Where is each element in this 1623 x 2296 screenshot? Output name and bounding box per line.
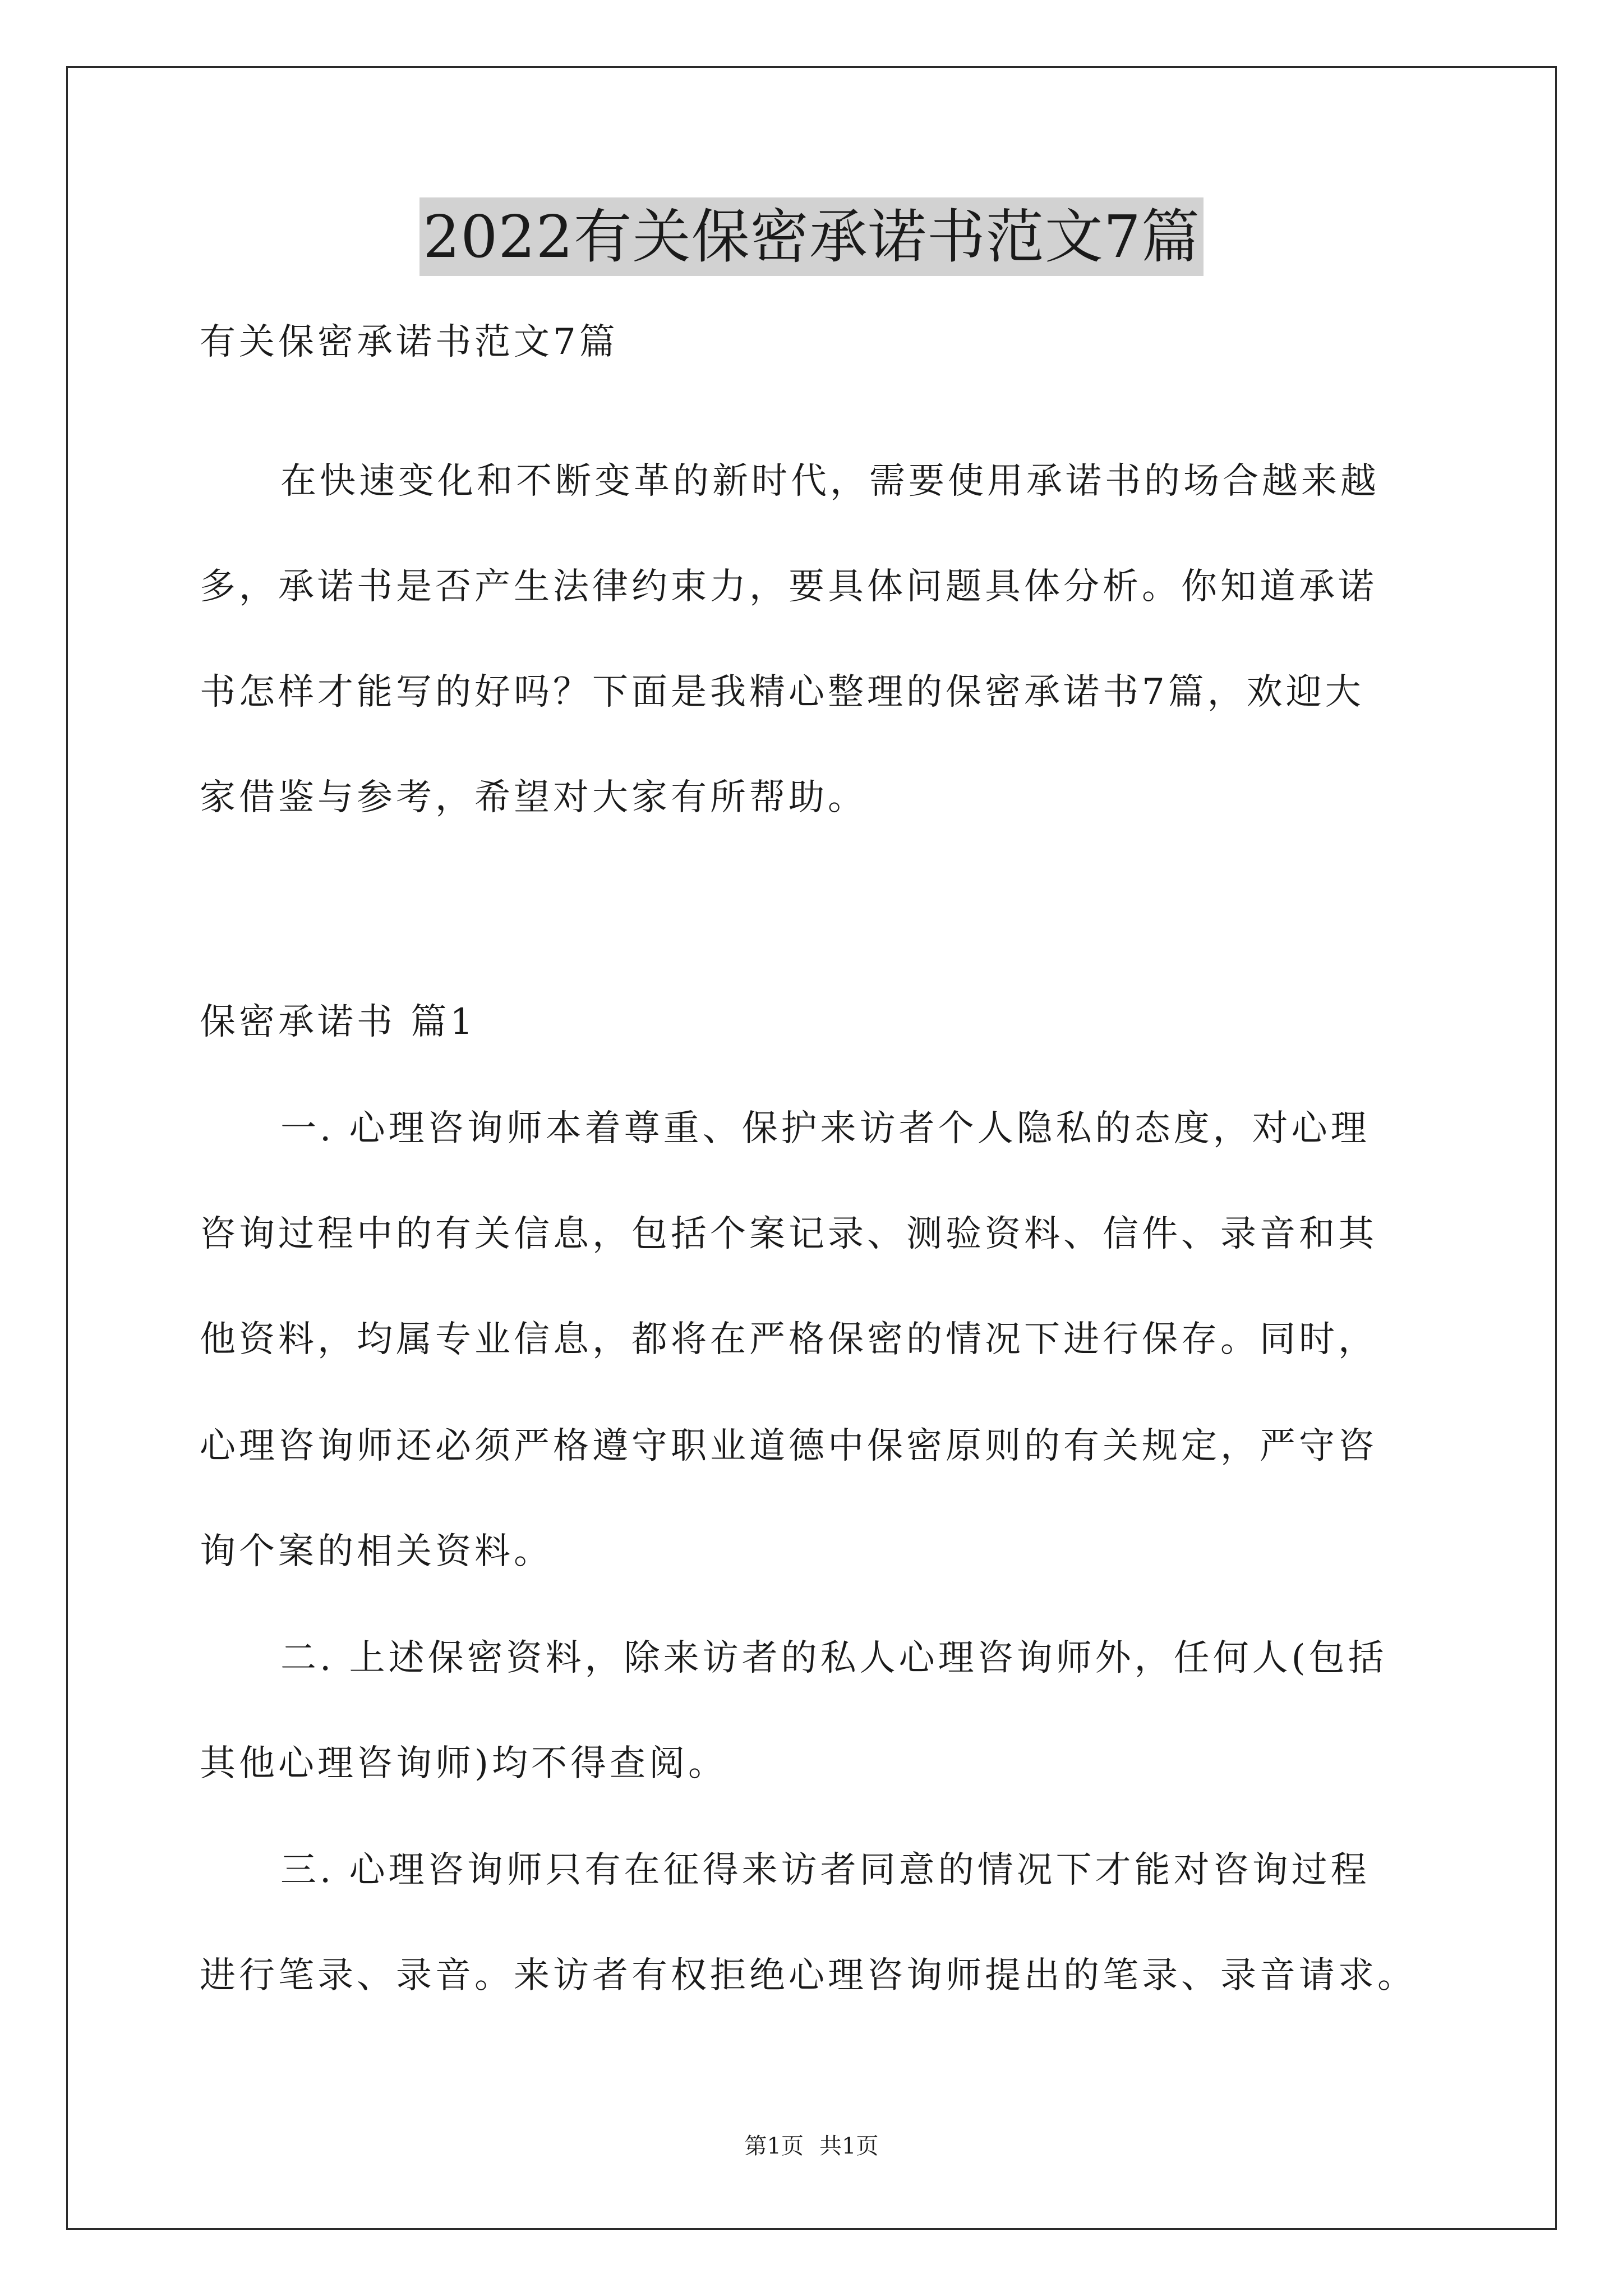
subtitle-line: 有关保密承诺书范文7篇 <box>200 321 619 363</box>
clause-3-line-1: 三. 心理咨询师只有在征得来访者同意的情况下才能对咨询过程 <box>280 1849 1370 1891</box>
intro-line-1: 在快速变化和不断变革的新时代，需要使用承诺书的场合越来越 <box>280 461 1380 502</box>
page-number-current: 第1页 <box>744 2133 804 2159</box>
document-title: 2022有关保密承诺书范文7篇 <box>419 197 1204 276</box>
clause-2-line-2: 其他心理咨询师)均不得查阅。 <box>200 1743 727 1784</box>
intro-line-2: 多，承诺书是否产生法律约束力，要具体问题具体分析。你知道承诺 <box>200 566 1377 608</box>
clause-2-line-1: 二. 上述保密资料，除来访者的私人心理咨询师外，任何人(包括 <box>280 1637 1387 1679</box>
title-container <box>0 197 1623 276</box>
section-heading: 保密承诺书 篇1 <box>200 1001 477 1043</box>
clause-1-line-3: 他资料，均属专业信息，都将在严格保密的情况下进行保存。同时， <box>200 1319 1377 1360</box>
intro-line-3: 书怎样才能写的好吗？下面是我精心整理的保密承诺书7篇，欢迎大 <box>200 671 1364 713</box>
clause-1-line-5: 询个案的相关资料。 <box>200 1531 553 1572</box>
clause-1-line-1: 一. 心理咨询师本着尊重、保护来访者个人隐私的态度，对心理 <box>280 1108 1370 1149</box>
page-footer <box>0 2132 1623 2161</box>
clause-3-line-2: 进行笔录、录音。来访者有权拒绝心理咨询师提出的笔录、录音请求。 <box>200 1955 1417 1996</box>
clause-1-line-4: 心理咨询师还必须严格遵守职业道德中保密原则的有关规定，严守咨 <box>200 1425 1377 1467</box>
clause-1-line-2: 咨询过程中的有关信息，包括个案记录、测验资料、信件、录音和其 <box>200 1213 1377 1255</box>
intro-line-4: 家借鉴与参考，希望对大家有所帮助。 <box>200 777 867 818</box>
page-number-total: 共1页 <box>819 2133 879 2159</box>
